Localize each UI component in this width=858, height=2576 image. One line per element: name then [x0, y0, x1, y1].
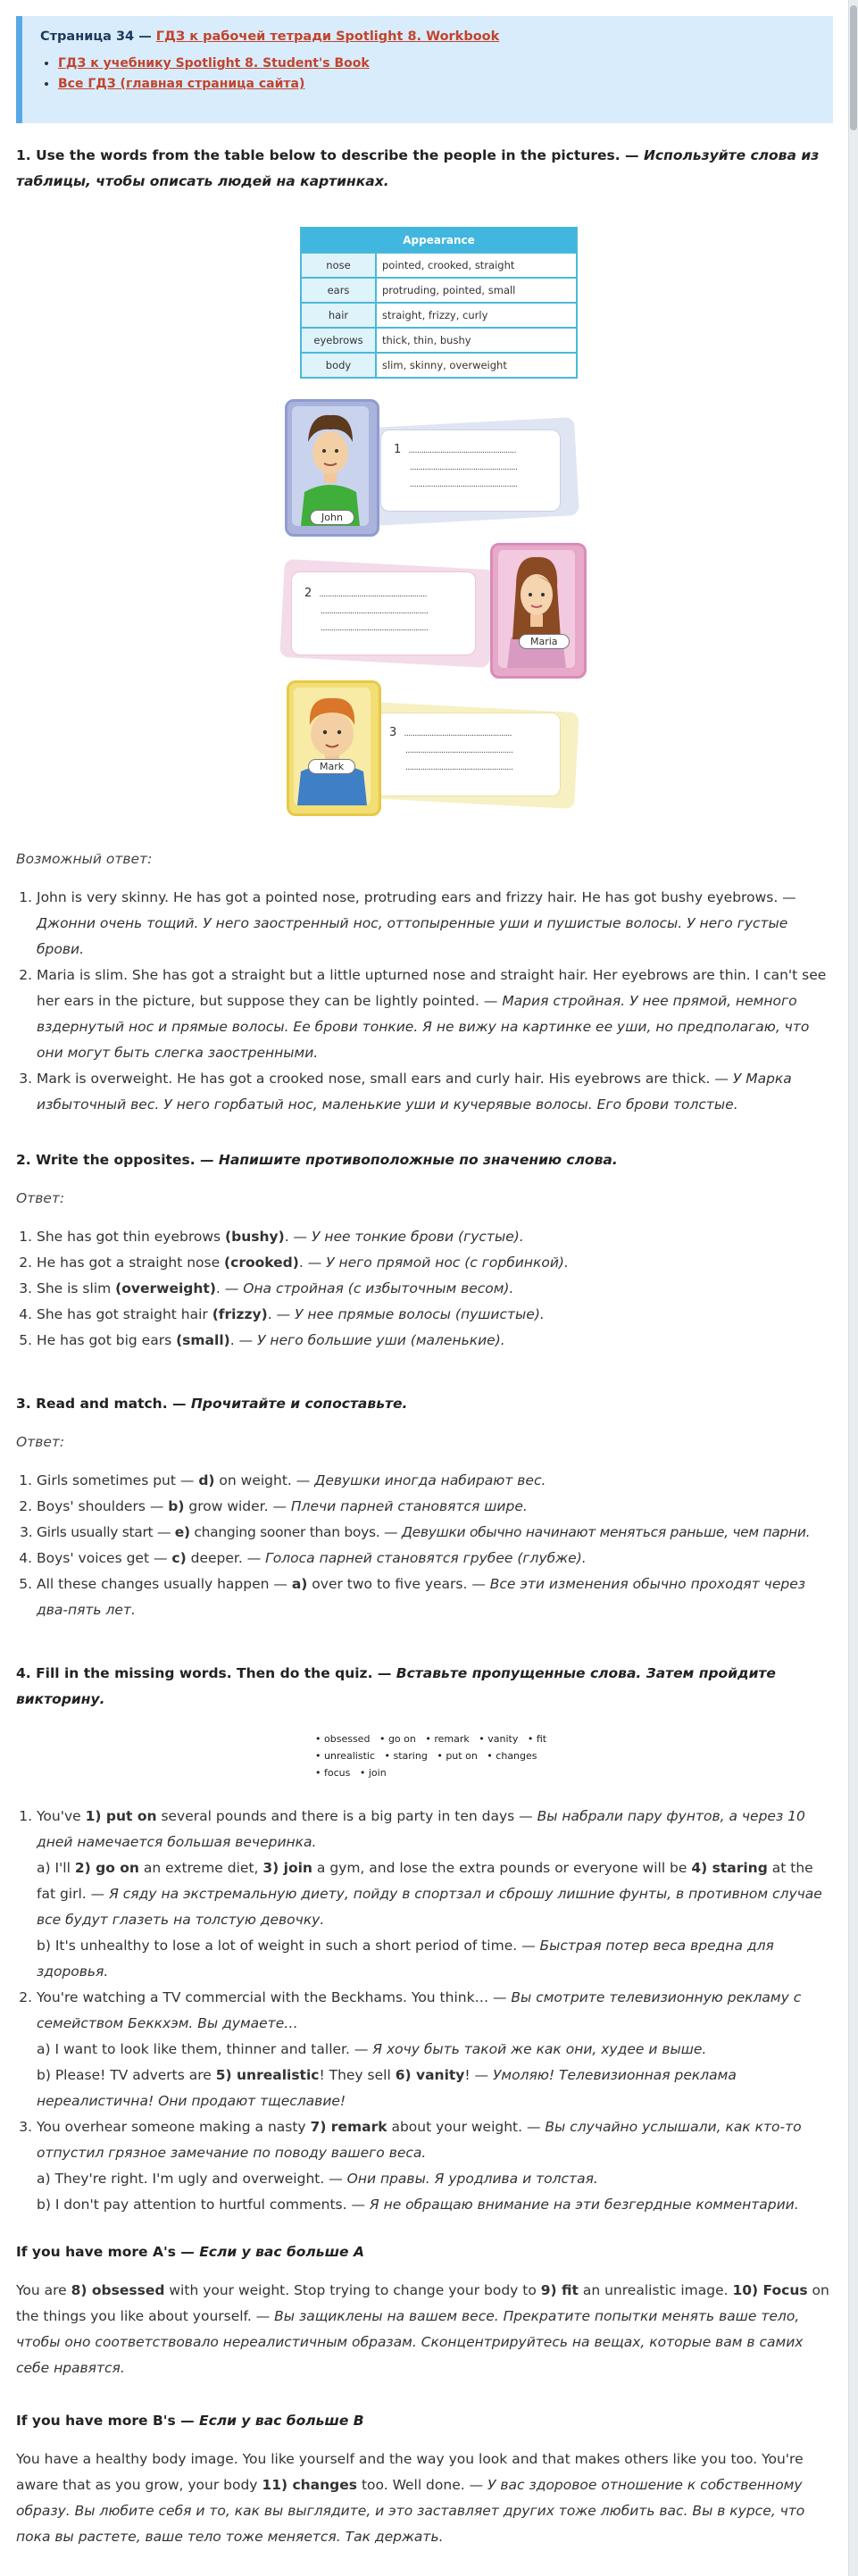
- item-en: Boys' voices get —: [37, 1550, 172, 1566]
- q-ru: Вы набрали пару фунтов, а через 10 дней намечается большая вечеринка.: [37, 1808, 805, 1850]
- table-value: pointed, crooked, straight: [376, 253, 577, 278]
- item-ru: У него прямой нос (с горбинкой).: [326, 1255, 569, 1271]
- item-bold: (bushy): [225, 1229, 285, 1245]
- word: remark: [434, 1733, 470, 1745]
- table-key: nose: [301, 253, 376, 278]
- dotted-line: ...................................................: [408, 446, 516, 455]
- item-bold: b): [168, 1498, 185, 1514]
- opt-text: an extreme diet,: [138, 1860, 263, 1876]
- nav-box: [16, 16, 833, 123]
- nav-title-prefix: Страница 34 —: [40, 29, 156, 44]
- opt-text: a) I'll: [37, 1860, 75, 1876]
- item-en: Girls usually start —: [37, 1524, 175, 1540]
- item-en: He has got a straight nose: [37, 1255, 225, 1271]
- john-portrait-icon: [292, 406, 369, 526]
- opt-ru: Умоляю! Телевизионная реклама нереалистична! Они продают тщеславие!: [37, 2067, 737, 2109]
- ex2-heading-en: 2. Write the opposites. —: [16, 1152, 219, 1168]
- item-en: He has got big ears: [37, 1332, 177, 1348]
- table-value: slim, skinny, overweight: [376, 353, 577, 378]
- item-ru: Все эти изменения обычно проходят через два-пять лет.: [37, 1576, 805, 1618]
- list-item: [37, 963, 833, 1066]
- answer-lines-2: [304, 586, 428, 637]
- item-sep: . —: [298, 1255, 327, 1271]
- word-item: • obsessed: [315, 1733, 371, 1745]
- ex3-answers: [16, 1468, 833, 1623]
- mark-portrait-icon: [294, 688, 371, 805]
- item-ru: У него большие уши (маленькие).: [257, 1332, 505, 1348]
- name-tag-mark: Mark: [308, 759, 355, 774]
- picture-john: [269, 396, 608, 537]
- item-en: She has got thin eyebrows: [37, 1229, 226, 1245]
- q-text: You overhear someone making a nasty: [37, 2119, 311, 2135]
- opt-text: b) I don't pay attention to hurtful comments. —: [37, 2197, 370, 2213]
- p-bold: 9) fit: [540, 2282, 579, 2298]
- word-row: [315, 1730, 565, 1747]
- word-item: • staring: [384, 1750, 428, 1762]
- word: go on: [387, 1733, 416, 1745]
- heading-ru: Если у вас больше B: [199, 2413, 364, 2429]
- option-b: [37, 1933, 833, 1985]
- opt-ru: Я сяду на экстремальную диету, пойду в спортзал и сброшу лишние фунты, в противном случае все будут глазеть на толстую девочку.: [37, 1886, 822, 1928]
- ex1-heading: [16, 143, 833, 195]
- item-sep: . —: [267, 1306, 295, 1322]
- ex4-heading-ru: Вставьте пропущенные слова. Затем пройдите викторину.: [16, 1665, 776, 1707]
- table-key: body: [301, 353, 376, 378]
- dotted-line: ...................................................: [321, 607, 429, 616]
- quiz-question: [37, 1804, 833, 1985]
- item-sep: . —: [284, 1229, 312, 1245]
- pic-number: 1: [394, 443, 402, 456]
- item-bold: (frizzy): [212, 1306, 268, 1322]
- workbook-link[interactable]: ГДЗ к рабочей тетради Spotlight 8. Workbook: [155, 29, 500, 44]
- answer-lines-1: [394, 442, 517, 493]
- ex2-heading: [16, 1147, 833, 1173]
- option-b: [37, 2063, 833, 2114]
- item-bold: e): [174, 1524, 190, 1540]
- answer-ru: Джонни очень тощий. У него заостренный нос, оттопыренные уши и пушистые волосы. У него густые брови.: [37, 915, 788, 957]
- p-bold: 11) changes: [262, 2477, 358, 2493]
- item-en2: on weight. —: [214, 1472, 315, 1488]
- list-item: [37, 885, 833, 963]
- word: focus: [324, 1767, 351, 1779]
- ex4-heading-en: 4. Fill in the missing words. Then do the quiz. —: [16, 1665, 396, 1681]
- ex3-block: [16, 1391, 833, 1623]
- word: put on: [446, 1750, 478, 1762]
- opt-text: a) I want to look like them, thinner and taller. —: [37, 2041, 373, 2057]
- dotted-line: ...................................................: [404, 729, 512, 738]
- item-bold: (crooked): [224, 1255, 299, 1271]
- list-item: [37, 1302, 833, 1328]
- more-b-text: [16, 2447, 833, 2550]
- ex2-block: [16, 1147, 833, 1354]
- word-row: [315, 1747, 565, 1764]
- answer-en: Maria is slim. She has got a straight but a little upturned nose and straight hair. Her eyebrows are thin. I can't see her ears in the picture, but suppose they can be lightly pointed. —: [37, 967, 827, 1009]
- more-a-text: [16, 2278, 833, 2381]
- p-text: You are: [16, 2282, 71, 2298]
- p-text: with your weight. Stop trying to change your body to: [164, 2282, 541, 2298]
- page-scrollbar[interactable]: [848, 0, 858, 2576]
- item-ru: У нее прямые волосы (пушистые).: [295, 1306, 545, 1322]
- dotted-line: ...................................................: [410, 463, 518, 472]
- nav-link-item: [58, 77, 815, 91]
- item-en2: over two to five years. —: [307, 1576, 490, 1592]
- more-b-heading: [16, 2408, 833, 2434]
- list-item: [37, 1066, 833, 1118]
- item-bold: (small): [176, 1332, 230, 1348]
- ex2-answers: [16, 1224, 833, 1354]
- ex1-heading-ru: Используйте слова из таблицы, чтобы описать людей на картинках.: [16, 147, 820, 189]
- more-a-block: [16, 2239, 833, 2381]
- item-ru: Девушки иногда набирают вес.: [314, 1472, 546, 1488]
- list-item: [37, 1571, 833, 1623]
- appearance-table: [300, 227, 578, 379]
- p-bold: 8) obsessed: [71, 2282, 165, 2298]
- list-item: [37, 1250, 833, 1276]
- answer-ru: У Марка избыточный вес. У него горбатый нос, маленькие уши и кучерявые волосы. Его брови толстые.: [37, 1071, 792, 1113]
- nav-title: [40, 29, 815, 44]
- opt-text: b) It's unhealthy to lose a lot of weight in such a short period of time. —: [37, 1938, 540, 1954]
- word-item: • put on: [437, 1750, 478, 1762]
- opt-text: at the fat girl. —: [37, 1860, 813, 1902]
- opt-bold: 6) vanity: [395, 2067, 465, 2083]
- opt-text: ! They sell: [319, 2067, 396, 2083]
- list-item: [37, 1328, 833, 1354]
- p-text: on the things you like about yourself. —: [16, 2282, 829, 2324]
- list-item: [37, 1468, 833, 1494]
- answer-ru: Мария стройная. У нее прямой, немного вздернутый нос и прямые волосы. Ее брови тонкие. Я не вижу на картинке ее уши, но предполагаю, что они могут быть слегка заостренными.: [37, 993, 810, 1061]
- opt-ru: Быстрая потер веса вредна для здоровья.: [37, 1938, 774, 1980]
- option-a: [37, 1855, 833, 1933]
- opt-bold: 4) staring: [691, 1860, 768, 1876]
- item-en: Girls sometimes put —: [37, 1472, 199, 1488]
- table-value: thick, thin, bushy: [376, 328, 577, 353]
- ex4-heading: [16, 1661, 833, 1713]
- pic-number: 3: [389, 726, 397, 739]
- table-key: hair: [301, 303, 376, 328]
- dotted-line: ...................................................: [405, 763, 513, 772]
- word-box: [315, 1730, 565, 1781]
- opt-text: ! —: [464, 2067, 493, 2083]
- pic-number: 2: [304, 587, 312, 600]
- appearance-table-header: Appearance: [301, 228, 577, 253]
- q-bold: 7) remark: [310, 2119, 387, 2135]
- picture-maria: [264, 539, 604, 678]
- ex3-heading: [16, 1391, 833, 1417]
- item-ru: Плечи парней становятся шире.: [290, 1498, 528, 1514]
- answer-label: Ответ:: [16, 1190, 65, 1206]
- ex3-heading-ru: Прочитайте и сопоставьте.: [190, 1396, 408, 1412]
- students-book-link[interactable]: ГДЗ к учебнику Spotlight 8. Student's Book: [58, 56, 370, 71]
- ex4-heading-block: [16, 1661, 833, 1713]
- picture-mark: [269, 679, 608, 813]
- list-item: [37, 1276, 833, 1302]
- word-item: • go on: [379, 1733, 416, 1745]
- answer-label: Ответ:: [16, 1434, 65, 1450]
- option-b: [37, 2192, 833, 2218]
- q-bold: 1) put on: [85, 1808, 157, 1824]
- q-text: You've: [37, 1808, 86, 1824]
- word: fit: [536, 1733, 547, 1745]
- ex1-heading-en: 1. Use the words from the table below to describe the people in the pictures. —: [16, 147, 644, 163]
- q-ru: Вы смотрите телевизионную рекламу с семейством Беккхэм. Вы думаете…: [37, 1989, 802, 2031]
- nav-links: [40, 56, 815, 91]
- dotted-line: ...................................................: [321, 624, 429, 633]
- word-item: • join: [359, 1767, 387, 1779]
- answer-en: Mark is overweight. He has got a crooked nose, small ears and curly hair. His eyebrows are thick. —: [37, 1071, 733, 1087]
- item-sep: . —: [215, 1280, 244, 1296]
- word-item: • changes: [487, 1750, 537, 1762]
- ex4-quiz: [16, 1804, 833, 2218]
- p-text: an unrealistic image.: [578, 2282, 733, 2298]
- item-en2: grow wider. —: [184, 1498, 291, 1514]
- all-gdz-link[interactable]: Все ГДЗ (главная страница сайта): [58, 77, 305, 91]
- opt-ru: Они правы. Я уродлива и толстая.: [346, 2171, 598, 2187]
- option-a: [37, 2037, 833, 2063]
- item-en2: changing sooner than boys. —: [189, 1524, 402, 1540]
- p-ru: Вы защиклены на вашем весе. Прекратите попытки менять ваше тело, чтобы оно соответствовало нереалистичным образам. Сконцентрируйтесь на вещах, которые вам в самих себе нравятся.: [16, 2308, 804, 2376]
- heading-en: If you have more B's —: [16, 2413, 200, 2429]
- item-en2: deeper. —: [186, 1550, 266, 1566]
- table-value: protruding, pointed, small: [376, 278, 577, 303]
- option-a: [37, 2166, 833, 2192]
- maria-portrait-icon: [498, 550, 575, 668]
- item-ru: У нее тонкие брови (густые).: [311, 1229, 524, 1245]
- table-key: eyebrows: [301, 328, 376, 353]
- word-item: • fit: [527, 1733, 547, 1745]
- table-key: ears: [301, 278, 376, 303]
- possible-answer-label: Возможный ответ:: [16, 851, 153, 867]
- opt-bold: 5) unrealistic: [215, 2067, 320, 2083]
- ex1-heading-block: [16, 143, 833, 195]
- answer-en: John is very skinny. He has got a pointed nose, protruding ears and frizzy hair. He has got bushy eyebrows. —: [37, 889, 796, 905]
- table-value: straight, frizzy, curly: [376, 303, 577, 328]
- name-tag-john: John: [310, 510, 354, 525]
- p-ru: У вас здоровое отношение к собственному образу. Вы любите себя и то, как вы выглядите, и это заставляет других тоже любить вас. Вы в курсе, что пока вы растете, ваше тело тоже меняется. Так держать.: [16, 2477, 805, 2545]
- more-a-heading: [16, 2239, 833, 2265]
- item-bold: d): [198, 1472, 215, 1488]
- word: staring: [393, 1750, 428, 1762]
- q-ru: Вы случайно услышали, как кто-то отпустил грязное замечание по поводу вашего веса.: [37, 2119, 802, 2161]
- opt-bold: 2) go on: [74, 1860, 139, 1876]
- item-en: Boys' shoulders —: [37, 1498, 169, 1514]
- item-ru: Девушки обычно начинают меняться раньше, чем парни.: [401, 1524, 811, 1540]
- ex1-answers: [16, 885, 833, 1118]
- word: obsessed: [324, 1733, 371, 1745]
- word: unrealistic: [324, 1750, 375, 1762]
- p-bold: 10) Focus: [732, 2282, 808, 2298]
- list-item: [37, 1494, 833, 1520]
- word-item: • vanity: [479, 1733, 519, 1745]
- more-b-block: [16, 2408, 833, 2550]
- quiz-list: [16, 1804, 833, 2218]
- heading-en: If you have more A's —: [16, 2244, 200, 2260]
- list-item: [37, 1520, 833, 1546]
- ex3-heading-en: 3. Read and match. —: [16, 1396, 191, 1412]
- quiz-question: [37, 2114, 833, 2218]
- item-en: She is slim: [37, 1280, 116, 1296]
- item-bold: a): [291, 1576, 308, 1592]
- scrollbar-thumb[interactable]: [850, 5, 857, 130]
- list-item: [37, 1224, 833, 1250]
- ex1-answer-block: [16, 846, 833, 1118]
- opt-text: b) Please! TV adverts are: [37, 2067, 216, 2083]
- word-item: • unrealistic: [315, 1750, 375, 1762]
- q-text: You're watching a TV commercial with the Beckhams. You think… —: [37, 1989, 512, 2005]
- q-text: about your weight. —: [387, 2119, 546, 2135]
- item-en: She has got straight hair: [37, 1306, 212, 1322]
- nav-link-item: [58, 56, 815, 71]
- opt-ru: Я хочу быть такой же как они, худее и выше.: [372, 2041, 707, 2057]
- word-item: • focus: [315, 1767, 351, 1779]
- word: join: [368, 1767, 387, 1779]
- item-bold: c): [171, 1550, 187, 1566]
- item-bold: (overweight): [115, 1280, 216, 1296]
- p-text: You have a healthy body image. You like yourself and the way you look and that makes others like you too. You're aware that as you grow, your body: [16, 2451, 804, 2493]
- heading-ru: Если у вас больше A: [199, 2244, 364, 2260]
- opt-text: a) They're right. I'm ugly and overweight. —: [37, 2171, 347, 2187]
- item-ru: Голоса парней становятся грубее (глубже).: [265, 1550, 587, 1566]
- opt-text: a gym, and lose the extra pounds or everyone will be: [312, 1860, 692, 1876]
- item-ru: Она стройная (с избыточным весом).: [243, 1280, 514, 1296]
- word: vanity: [487, 1733, 519, 1745]
- q-text: several pounds and there is a big party in ten days —: [156, 1808, 537, 1824]
- dotted-line: ...................................................: [405, 746, 513, 755]
- word-row: [315, 1764, 565, 1781]
- opt-bold: 3) join: [262, 1860, 312, 1876]
- answer-lines-3: [389, 725, 512, 776]
- item-sep: . —: [229, 1332, 258, 1348]
- quiz-question: [37, 1985, 833, 2114]
- dotted-line: ...................................................: [410, 480, 518, 489]
- dotted-line: ...................................................: [319, 590, 427, 599]
- word: changes: [496, 1750, 537, 1762]
- item-en: All these changes usually happen —: [37, 1576, 292, 1592]
- p-text: too. Well done. —: [357, 2477, 488, 2493]
- opt-ru: Я не обращаю внимание на эти безгердные комментарии.: [369, 2197, 799, 2213]
- list-item: [37, 1546, 833, 1571]
- ex2-heading-ru: Напишите противоположные по значению слова.: [218, 1152, 618, 1168]
- word-item: • remark: [425, 1733, 470, 1745]
- name-tag-maria: Maria: [519, 634, 570, 649]
